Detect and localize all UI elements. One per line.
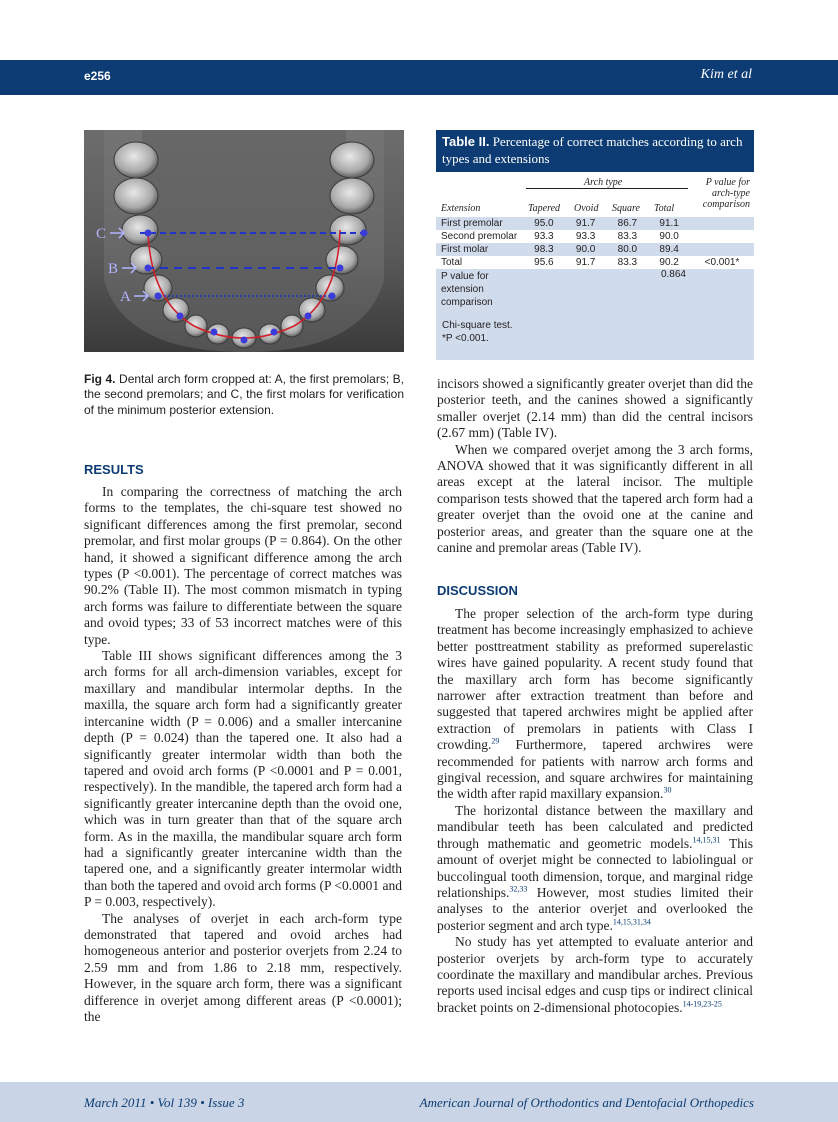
table-row: First molar 98.3 90.0 80.0 89.4	[436, 243, 754, 256]
discussion-paragraph: The proper selection of the arch-form type during treatment has become increasingly emphasized to achieve better posttreatment stability as preformed superelastic wires have gained popularity. A recent study found that the maxillary arch form has become significantly narrower after extraction treatment than before and suggested that tapered archwires might be applied after extraction of premolars in patients with Class I crowding.$^{29}$ Furthermore, tapered archwires were recommended for patients with narrow arch forms and gingival recession, and square archwires for maintaining the width after rapid maxillary expansion.$^{30}$	[437, 606, 753, 802]
issue-info: March 2011 • Vol 139 • Issue 3	[84, 1095, 245, 1110]
page-number: e256	[84, 69, 111, 83]
results-heading: RESULTS	[84, 462, 144, 477]
results-paragraph: The analyses of overjet in each arch-form type demonstrated that tapered and ovoid arches had homogeneous anterior and posterior overjets from 2.24 to 2.59 mm and from 1.86 to 2.18 mm, respectively. However, in the square arch form, there was a significant difference in overjet among different areas (P <0.0001); the	[84, 910, 402, 1024]
results-text	[84, 484, 402, 1025]
figure-caption	[84, 372, 404, 418]
table-row: P value for extension comparison 0.864	[436, 269, 754, 311]
table-number: Table II.	[442, 134, 490, 149]
table-notes: Chi-square test. *P <0.001.	[436, 311, 754, 347]
page-header	[0, 60, 838, 95]
right-column-text	[437, 376, 753, 556]
label-a: A	[120, 289, 131, 305]
col-tapered: Tapered	[528, 203, 561, 214]
table-row: First premolar 95.0 91.7 86.7 91.1	[436, 217, 754, 230]
table-body	[436, 217, 754, 311]
table-row: Total 95.6 91.7 83.3 90.2 <0.001*	[436, 256, 754, 269]
results-paragraph: When we compared overjet among the 3 arch forms, ANOVA showed that it was significantly different in all areas except at the lateral incisor. The multiple comparison tests showed that the tapered arch form had a greater overjet than the ovoid one at the canine and posterior areas, and greater than the square one at the canine and premolar areas (Table IV).	[437, 441, 753, 556]
running-authors: Kim et al	[700, 67, 752, 82]
arch-type-head: Arch type	[584, 177, 623, 188]
results-paragraph: In comparing the correctness of matching the arch forms to the templates, the chi-square test showed no significant differences among the first premolar, second premolar, and first molar groups (P = 0.864). On the other hand, it showed a significant difference among the arch types (P <0.001). The percentage of correct matches was 90.2% (Table II). The most common mismatch in typing arch forms was failure to differentiate between the square and ovoid types; 33 of 53 incorrect matches were of this type.	[84, 484, 402, 647]
caption-text: Dental arch form cropped at: A, the first premolars; B, the second premolars; and C, the first molars for verification of the minimum posterior extension.	[84, 372, 405, 417]
discussion-text	[437, 606, 753, 1016]
page-footer	[0, 1082, 838, 1122]
table-row: Second premolar 93.3 93.3 83.3 90.0	[436, 230, 754, 243]
caption-label: Fig 4.	[84, 372, 116, 386]
results-continuation: incisors showed a significantly greater overjet than did the posterior teeth, and the canines showed a significantly smaller overjet (2.14 mm) than did the central incisors (2.67 mm) (Table IV).	[437, 376, 753, 441]
discussion-paragraph: The horizontal distance between the maxillary and mandibular teeth has been calculated and predicted through mathematic and geometric models.$^{14,15,31}$ This amount of overjet might be connected to labiolingual or buccolingual tooth dimension, torque, and marginal ridge relationships.$^{32,33}$ However, most studies limited their analyses to the anterior overjet and overlooked the posterior segment and arch type.$^{14,15,31,34}$	[437, 802, 753, 933]
pvalue-head: P value for arch-type comparison	[702, 177, 750, 210]
label-b: B	[108, 261, 119, 277]
table-header	[436, 172, 754, 217]
header-rule	[526, 188, 688, 189]
table-title	[436, 130, 754, 172]
table-2	[436, 130, 754, 360]
discussion-paragraph: No study has yet attempted to evaluate anterior and posterior overjets by arch-form type to accurately coordinate the maxillary and mandibular arches. Previous reports used incisal edges and cusp tips or indirect clinical bracket points on 2-dimensional photocopies.$^{14-19,23-25}$	[437, 934, 753, 1015]
figure-dental-arch	[84, 130, 404, 352]
col-total: Total	[654, 203, 675, 214]
journal-name: American Journal of Orthodontics and Dentofacial Orthopedics	[419, 1095, 754, 1110]
col-ovoid: Ovoid	[574, 203, 599, 214]
label-c: C	[96, 226, 107, 242]
results-paragraph: Table III shows significant differences among the 3 arch forms for all arch-dimension variables, except for maxillary and mandibular intermolar depths. In the maxilla, the square arch form had a significantly greater intercanine width (P = 0.006) and a smaller intercanine depth (P = 0.024) than the tapered one. It also had a significantly greater intermolar width than both the tapered and ovoid arch forms (P <0.0001 and P = 0.001, respectively). In the mandible, the tapered arch form had a significantly greater intercanine depth than the ovoid one, which was in turn greater than that of the square arch form. As in the maxilla, the mandibular square arch form had a significantly greater intercanine width than the tapered one, and a significantly greater intermolar width than both the tapered and ovoid arch forms (P <0.0001 and P = 0.003, respectively).	[84, 648, 402, 910]
table-caption: Percentage of correct matches according to arch types and extensions	[442, 134, 743, 166]
col-extension: Extension	[441, 203, 481, 214]
dental-arch-illustration	[84, 130, 404, 352]
discussion-heading: DISCUSSION	[437, 583, 518, 598]
col-square: Square	[612, 203, 640, 214]
